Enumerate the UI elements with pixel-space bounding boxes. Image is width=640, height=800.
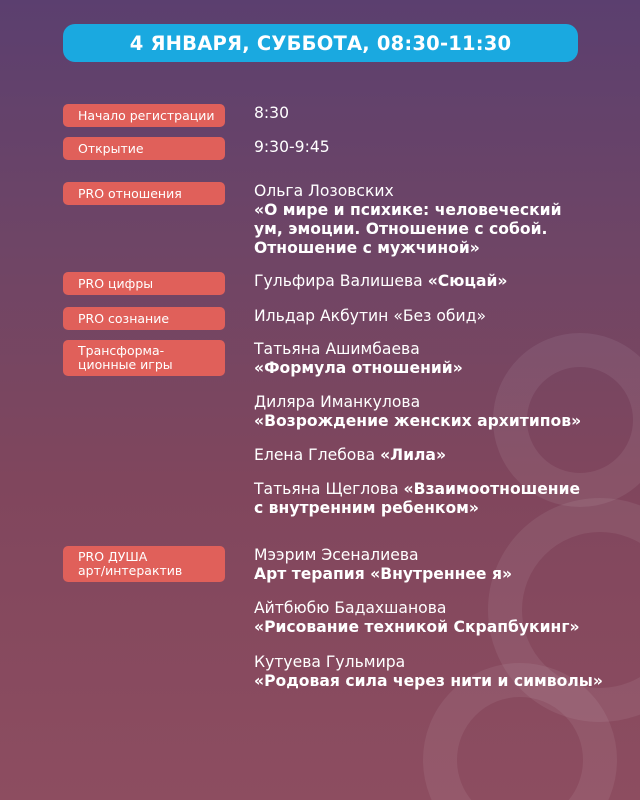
talk-title: «Родовая сила через нити и символы» (254, 672, 603, 690)
talk-title-line: «Взаимоотношение (403, 480, 581, 498)
talk-title: «Сюцай» (427, 272, 508, 290)
speaker-name: Кутуева Гульмира (254, 653, 406, 671)
speaker-name: Ольга Лозовских (254, 182, 394, 200)
talk-title: «Возрождение женских архитипов» (254, 412, 582, 430)
entry-pro-numbers (254, 272, 624, 291)
speaker-name: Гульфира Валишева (254, 272, 428, 290)
entry-pro-soul-2 (254, 599, 624, 637)
tag-label: Начало регистрации (78, 108, 215, 123)
entry-pro-soul-3 (254, 653, 624, 691)
speaker-name: Айтбюбю Бадахшанова (254, 599, 447, 617)
entry-transformation-4 (254, 480, 624, 518)
tag-label: PRO цифры (78, 276, 154, 291)
tag-pro-soul (63, 546, 225, 582)
entry-opening-time (254, 138, 624, 157)
speaker-name: Татьяна Ашимбаева (254, 340, 420, 358)
tag-label: PRO сознание (78, 311, 170, 326)
entry-text: 8:30 (254, 104, 290, 122)
tag-pro-relations (63, 182, 225, 205)
talk-title-line: «О мире и психике: человеческий (254, 201, 562, 219)
entry-pro-relations (254, 182, 624, 258)
speaker-name: Мээрим Эсеналиева (254, 546, 419, 564)
tag-label: PRO отношения (78, 186, 182, 201)
entry-text: 9:30-9:45 (254, 138, 330, 156)
talk-title-line: ум, эмоции. Отношение с собой. (254, 220, 548, 238)
speaker-name: Елена Глебова (254, 446, 381, 464)
tag-transformation-games (63, 340, 225, 376)
tag-opening (63, 137, 225, 160)
tag-label: Открытие (78, 141, 144, 156)
tag-label-line: Трансформа- (78, 343, 165, 358)
tag-label-line: ционные игры (78, 357, 173, 372)
entry-pro-soul-1 (254, 546, 624, 584)
entry-transformation-2 (254, 393, 624, 431)
entry-transformation-1 (254, 340, 624, 378)
date-header-title: 4 ЯНВАРЯ, СУББОТА, 08:30-11:30 (129, 31, 512, 55)
tag-label-line: PRO ДУША (78, 549, 148, 564)
tag-label-line: арт/интерактив (78, 563, 183, 578)
talk-title: Арт терапия «Внутреннее я» (254, 565, 513, 583)
tag-registration (63, 104, 225, 127)
entry-pro-consciousness (254, 307, 624, 326)
speaker-name: Диляра Иманкулова (254, 393, 421, 411)
date-header (63, 24, 578, 62)
tag-pro-consciousness (63, 307, 225, 330)
speaker-name: Татьяна Щеглова (254, 480, 404, 498)
entry-registration-time (254, 104, 624, 123)
entry-text: Ильдар Акбутин «Без обид» (254, 307, 487, 325)
talk-title-line: Отношение с мужчиной» (254, 239, 480, 257)
entry-transformation-3 (254, 446, 624, 465)
talk-title-line: с внутренним ребенком» (254, 499, 479, 517)
talk-title: «Лила» (380, 446, 447, 464)
tag-pro-numbers (63, 272, 225, 295)
talk-title: «Рисование техникой Скрапбукинг» (254, 618, 580, 636)
talk-title: «Формула отношений» (254, 359, 463, 377)
